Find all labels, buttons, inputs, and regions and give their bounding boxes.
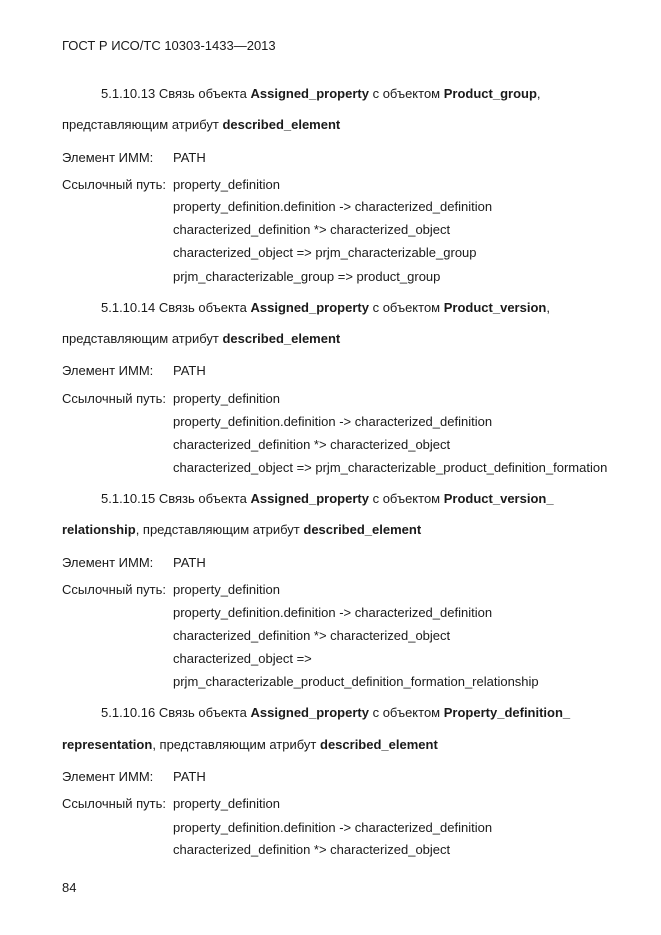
- path-line: characterized_definition *> characterized_object: [173, 842, 451, 857]
- section-heading-13-cont: [62, 117, 340, 133]
- path-line: property_definition.definition -> characterized_definition: [173, 820, 493, 835]
- document-header: ГОСТ Р ИСО/ТС 10303-1433—2013: [62, 38, 276, 53]
- path-line: characterized_object =>: [173, 651, 312, 666]
- section-heading-16: [101, 705, 570, 721]
- heading-prefix: Связь объекта: [158, 491, 247, 506]
- heading-representing: представляющим атрибут: [62, 331, 219, 346]
- path-line: property_definition: [173, 177, 280, 192]
- entity-name: Assigned_property: [250, 491, 369, 506]
- heading-representing: представляющим атрибут: [62, 117, 219, 132]
- target-entity-cont: representation: [62, 737, 153, 752]
- entity-name: Assigned_property: [250, 86, 369, 101]
- heading-with: с объектом: [372, 86, 441, 101]
- path-line: characterized_definition *> characterized_object: [173, 222, 451, 237]
- heading-prefix: Связь объекта: [158, 705, 247, 720]
- label-path: Ссылочный путь:: [62, 177, 166, 192]
- path-line: property_definition.definition -> characterized_definition: [173, 605, 493, 620]
- entity-name: Assigned_property: [250, 300, 369, 315]
- path-line: characterized_definition *> characterized_object: [173, 628, 451, 643]
- section-heading-15: [101, 491, 554, 507]
- heading-prefix: Связь объекта: [158, 86, 247, 101]
- label-element: Элемент ИММ:: [62, 150, 154, 165]
- attribute-name: described_element: [222, 331, 341, 346]
- path-line: property_definition.definition -> characterized_definition: [173, 414, 493, 429]
- label-path: Ссылочный путь:: [62, 582, 166, 597]
- path-line: property_definition.definition -> characterized_definition: [173, 199, 493, 214]
- path-line: property_definition: [173, 796, 280, 811]
- heading-with: с объектом: [372, 300, 441, 315]
- element-value: PATH: [173, 363, 206, 378]
- target-entity: Property_definition_: [443, 705, 571, 720]
- path-line: property_definition: [173, 391, 280, 406]
- label-element: Элемент ИММ:: [62, 555, 154, 570]
- section-number: 5.1.10.16: [101, 705, 156, 720]
- path-line: prjm_characterizable_group => product_group: [173, 269, 441, 284]
- element-value: PATH: [173, 769, 206, 784]
- target-entity: Product_version: [443, 300, 547, 315]
- element-value: PATH: [173, 150, 206, 165]
- heading-representing: , представляющим атрибут: [152, 737, 317, 752]
- path-line: characterized_definition *> characterized_object: [173, 437, 451, 452]
- target-entity-cont: relationship: [62, 522, 136, 537]
- attribute-name: described_element: [222, 117, 341, 132]
- path-line: prjm_characterizable_product_definition_formation_relationship: [173, 674, 539, 689]
- heading-with: с объектом: [372, 491, 441, 506]
- section-heading-14: [101, 300, 550, 316]
- heading-representing: , представляющим атрибут: [135, 522, 300, 537]
- attribute-name: described_element: [303, 522, 422, 537]
- page-number: 84: [62, 880, 77, 895]
- target-entity: Product_version_: [443, 491, 554, 506]
- label-element: Элемент ИММ:: [62, 769, 154, 784]
- path-line: characterized_object => prjm_characterizable_group: [173, 245, 477, 260]
- heading-prefix: Связь объекта: [158, 300, 247, 315]
- heading-comma: ,: [536, 86, 541, 101]
- section-number: 5.1.10.13: [101, 86, 156, 101]
- element-value: PATH: [173, 555, 206, 570]
- heading-comma: ,: [546, 300, 550, 315]
- path-line: property_definition: [173, 582, 280, 597]
- heading-with: с объектом: [372, 705, 441, 720]
- label-path: Ссылочный путь:: [62, 796, 166, 811]
- section-heading-16-cont: [62, 737, 438, 753]
- section-heading-14-cont: [62, 331, 340, 347]
- target-entity: Product_group: [443, 86, 537, 101]
- label-path: Ссылочный путь:: [62, 391, 166, 406]
- attribute-name: described_element: [320, 737, 438, 752]
- section-number: 5.1.10.15: [101, 491, 156, 506]
- path-line: characterized_object => prjm_characterizable_product_definition_formation: [173, 460, 608, 475]
- section-heading-15-cont: [62, 522, 421, 538]
- section-heading-13: [101, 86, 541, 102]
- entity-name: Assigned_property: [250, 705, 369, 720]
- section-number: 5.1.10.14: [101, 300, 156, 315]
- label-element: Элемент ИММ:: [62, 363, 154, 378]
